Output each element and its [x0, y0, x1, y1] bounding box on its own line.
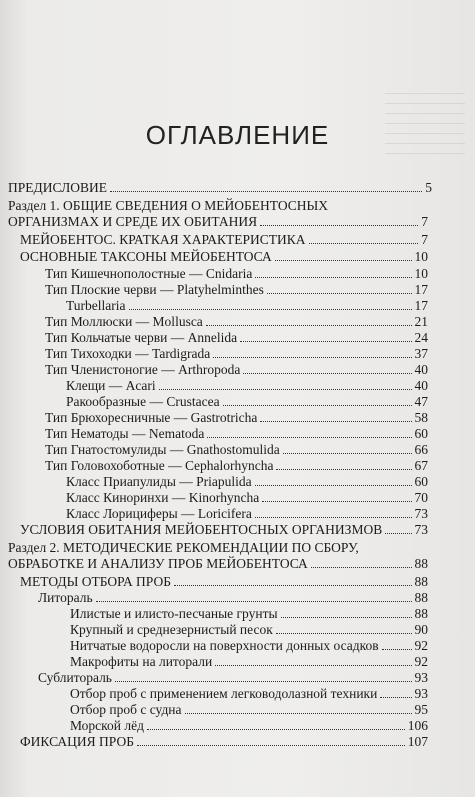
toc-entry-page: 67 — [414, 458, 428, 473]
toc-entry-page: 66 — [414, 442, 428, 457]
leader-dots — [255, 484, 412, 486]
leader-dots — [240, 340, 411, 342]
leader-dots — [262, 500, 411, 502]
leader-dots — [283, 452, 412, 454]
toc-entry-page: 40 — [414, 362, 428, 377]
leader-dots — [311, 566, 412, 568]
toc-entry-page: 93 — [414, 686, 428, 701]
toc-entry-label: Turbellaria — [66, 298, 126, 313]
toc-entry-label: Класс Лорициферы — Loricifera — [66, 506, 252, 521]
toc-entry — [70, 654, 428, 669]
toc-entry-label: Морской лёд — [70, 718, 144, 733]
toc-entry — [45, 362, 428, 377]
leader-dots — [276, 632, 412, 634]
toc-entry-label: Сублитораль — [38, 670, 112, 685]
toc-entry-page: 60 — [414, 474, 428, 489]
toc-entry-label: Литораль — [38, 590, 93, 605]
toc-entry-label: Тип Нематоды — Nematoda — [45, 426, 205, 441]
leader-dots — [255, 276, 411, 278]
toc-entry-label: ОСНОВНЫЕ ТАКСОНЫ МЕЙОБЕНТОСА — [20, 249, 272, 264]
leader-dots — [115, 680, 412, 682]
leader-dots — [213, 356, 411, 358]
leader-dots — [185, 712, 412, 714]
toc-entry — [45, 410, 428, 425]
leader-dots — [275, 259, 412, 261]
leader-dots — [159, 388, 412, 390]
toc-entry — [20, 522, 428, 537]
leader-dots — [385, 532, 411, 534]
toc-entry-label: Тип Кишечнополостные — Cnidaria — [45, 266, 253, 281]
toc-entry — [66, 506, 428, 521]
toc-entry-page: 106 — [407, 718, 428, 733]
toc-entry-label: Отбор проб с судна — [70, 702, 182, 717]
toc-entry-page: 47 — [414, 394, 428, 409]
leader-dots — [96, 600, 412, 602]
leader-dots — [380, 696, 411, 698]
toc-entry-page: 10 — [414, 249, 428, 264]
toc-entry — [8, 180, 432, 195]
toc-entry — [20, 249, 428, 264]
toc-entry-label: Тип Головохоботные — Cephalorhyncha — [45, 458, 274, 473]
toc-entry-page: 7 — [421, 232, 428, 247]
leader-dots — [260, 224, 418, 226]
toc-entry-label: Тип Тихоходки — Tardigrada — [45, 346, 211, 361]
toc-entry-page: 17 — [414, 298, 428, 313]
toc-entry-label: Нитчатые водоросли на поверхности донных осадков — [70, 638, 379, 653]
toc-entry — [45, 314, 428, 329]
toc-entry-label: Ракообразные — Crustacea — [66, 394, 220, 409]
toc-entry-page: 10 — [414, 266, 428, 281]
toc-entry-page: 37 — [414, 346, 428, 361]
toc-entry — [70, 718, 428, 733]
leader-dots — [309, 242, 419, 244]
toc-entry-label: Отбор проб с применением легководолазной техники — [70, 686, 378, 701]
toc-entry-label: Крупный и среднезернистый песок — [70, 622, 273, 637]
toc-entry — [45, 330, 428, 345]
toc-entry — [38, 590, 428, 605]
toc-entry-page: 21 — [414, 314, 428, 329]
leader-dots — [215, 664, 411, 666]
toc-entry-label: Клещи — Acari — [66, 378, 156, 393]
toc-entry-label: Тип Моллюски — Mollusca — [45, 314, 203, 329]
toc-entry — [70, 606, 428, 621]
toc-entry-page: 73 — [414, 522, 428, 537]
leader-dots — [207, 436, 411, 438]
toc-entry-page: 70 — [414, 490, 428, 505]
toc-entry — [45, 442, 428, 457]
toc-entry — [70, 686, 428, 701]
leader-dots — [174, 584, 412, 586]
toc-entry-label: МЕТОДЫ ОТБОРА ПРОБ — [20, 574, 171, 589]
toc-entry-page: 88 — [414, 590, 428, 605]
toc-entry-line1: Раздел 2. МЕТОДИЧЕСКИЕ РЕКОМЕНДАЦИИ ПО СБОРУ, — [8, 540, 359, 555]
toc-entry-page: 88 — [414, 606, 428, 621]
toc-entry — [45, 426, 428, 441]
toc-entry — [45, 266, 428, 281]
toc-entry-page: 73 — [414, 506, 428, 521]
toc-entry-label: Макрофиты на литорали — [70, 654, 213, 669]
leader-dots — [260, 420, 411, 422]
toc-entry — [20, 574, 428, 589]
toc-entry-label: Класс Киноринхи — Kinorhyncha — [66, 490, 260, 505]
toc-entry-page: 107 — [407, 734, 428, 749]
toc-entry-label: Тип Гнатостомулиды — Gnathostomulida — [45, 442, 280, 457]
toc-entry — [45, 282, 428, 297]
toc-entry — [66, 394, 428, 409]
toc-entry — [66, 474, 428, 489]
toc-entry — [70, 702, 428, 717]
leader-dots — [137, 744, 405, 746]
leader-dots — [110, 190, 422, 192]
toc-entry — [38, 670, 428, 685]
leader-dots — [147, 728, 405, 730]
toc-entry-label: ФИКСАЦИЯ ПРОБ — [20, 734, 134, 749]
toc-entry-label: ПРЕДИСЛОВИЕ — [8, 180, 108, 195]
toc-entry — [45, 346, 428, 361]
toc-entry-label: Класс Приапулиды — Priapulida — [66, 474, 252, 489]
toc-entry — [66, 490, 428, 505]
toc-entry — [70, 622, 428, 637]
toc-entry — [20, 232, 428, 247]
leader-dots — [206, 324, 412, 326]
leader-dots — [223, 404, 412, 406]
toc-entry-label: УСЛОВИЯ ОБИТАНИЯ МЕЙОБЕНТОСНЫХ ОРГАНИЗМОВ — [20, 522, 383, 537]
toc-entry — [8, 556, 428, 571]
toc-entry-label: Тип Брюхоресничные — Gastrotricha — [45, 410, 258, 425]
toc-entry-page: 60 — [414, 426, 428, 441]
toc-entry-label: Тип Членистоногие — Arthropoda — [45, 362, 241, 377]
toc-entry — [8, 214, 428, 229]
toc-entry-label: ОБРАБОТКЕ И АНАЛИЗУ ПРОБ МЕЙОБЕНТОСА — [8, 556, 308, 571]
toc-entry — [45, 458, 428, 473]
leader-dots — [129, 308, 412, 310]
toc-entry-page: 7 — [421, 214, 428, 229]
leader-dots — [382, 648, 412, 650]
toc-entry-page: 58 — [414, 410, 428, 425]
toc-entry-page: 92 — [414, 638, 428, 653]
toc-entry-label: Тип Кольчатые черви — Annelida — [45, 330, 238, 345]
toc-entry-page: 92 — [414, 654, 428, 669]
toc-entry-page: 40 — [414, 378, 428, 393]
toc-entry — [66, 298, 428, 313]
leader-dots — [267, 292, 412, 294]
page-title: ОГЛАВЛЕНИЕ — [145, 120, 330, 150]
toc-entry-page: 88 — [414, 574, 428, 589]
toc-entry-page: 5 — [425, 180, 432, 195]
toc-entry-page: 95 — [414, 702, 428, 717]
toc-entry-label: Илистые и илисто-песчаные грунты — [70, 606, 278, 621]
toc-entry-label: Тип Плоские черви — Platyhelminthes — [45, 282, 264, 297]
leader-dots — [276, 468, 411, 470]
toc-entry-line1: Раздел 1. ОБЩИЕ СВЕДЕНИЯ О МЕЙОБЕНТОСНЫХ — [8, 198, 329, 213]
toc-entry-page: 93 — [414, 670, 428, 685]
toc-entry — [20, 734, 428, 749]
toc-entry-page: 24 — [414, 330, 428, 345]
leader-dots — [243, 372, 411, 374]
toc-entry — [66, 378, 428, 393]
leader-dots — [255, 516, 412, 518]
toc-entry-page: 90 — [414, 622, 428, 637]
toc-entry-page: 88 — [414, 556, 428, 571]
toc-entry-label: МЕЙОБЕНТОС. КРАТКАЯ ХАРАКТЕРИСТИКА — [20, 232, 306, 247]
toc-entry-page: 17 — [414, 282, 428, 297]
toc-entry — [70, 638, 428, 653]
leader-dots — [281, 616, 412, 618]
toc-entry-label: ОРГАНИЗМАХ И СРЕДЕ ИХ ОБИТАНИЯ — [8, 214, 258, 229]
